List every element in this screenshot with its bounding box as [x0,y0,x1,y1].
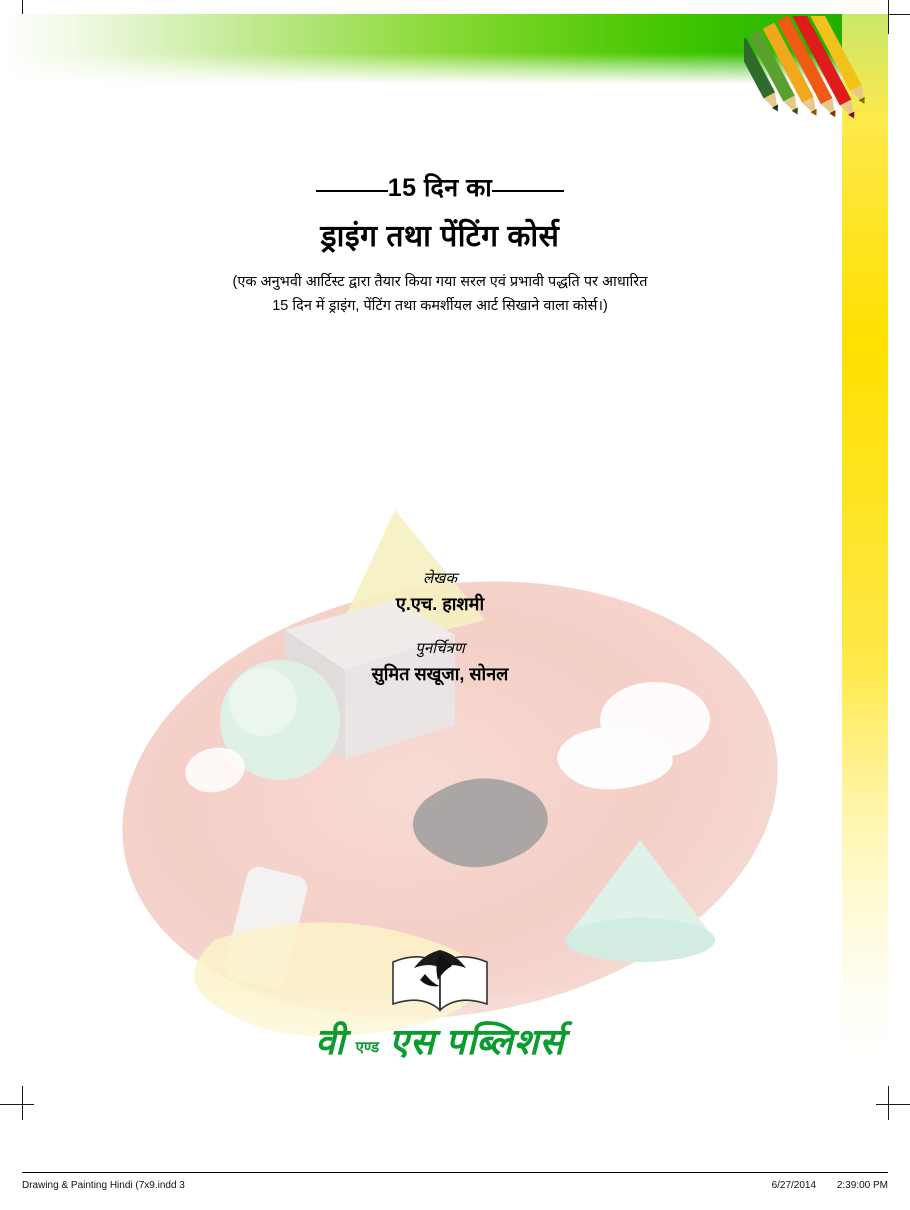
title-prefix-text: 15 दिन का [387,174,493,202]
crop-mark-bottom-right-v [888,1086,889,1120]
open-book-with-eagle-icon [385,940,495,1020]
footer-file-name: Drawing & Painting Hindi (7x9.indd 3 [22,1180,185,1191]
title-block [0,170,880,319]
publisher-word-2: एस [389,1022,436,1062]
page-title-main: ड्राइंग तथा पेंटिंग कोर्स [320,220,560,253]
publisher-block [0,940,880,1065]
title-rule-left [316,190,388,192]
publisher-word-3: पब्लिशर्स [445,1022,565,1062]
credits-block [0,568,880,686]
subtitle-line-2: 15 दिन में ड्राइंग, पेंटिंग तथा कमर्शीयल आर्ट सिखाने वाला कोर्स।) [272,297,608,314]
footer [22,1180,888,1191]
illustrator-role-label: पुनर्चित्रण [415,641,465,657]
footer-date: 6/27/2014 [771,1180,817,1191]
crop-mark-bottom-left-h [0,1104,34,1105]
colored-pencils-icon [744,16,884,132]
publisher-word-1: वी [315,1022,346,1062]
subtitle-line-1: (एक अनुभवी आर्टिस्ट द्वारा तैयार किया गया सरल एवं प्रभावी पद्धति पर आधारित [232,274,648,290]
crop-mark-bottom-left-v [22,1086,23,1120]
title-rule-right [492,190,564,192]
publisher-word-small: एण्ड [355,1040,380,1056]
publisher-name [0,1016,880,1065]
crop-mark-top-right-v [888,0,889,34]
author-role-label: लेखक [423,571,457,587]
illustrator-name: सुमित सखूजा, सोनल [371,664,509,684]
footer-divider [22,1172,888,1173]
page-title-prefix [0,170,880,204]
subtitle [130,271,750,319]
footer-timestamp [754,1180,888,1191]
crop-mark-bottom-right-h [876,1104,910,1105]
credits-spacer [0,616,880,638]
author-name: ए.एच. हाशमी [395,594,485,614]
footer-time: 2:39:00 PM [836,1180,888,1191]
